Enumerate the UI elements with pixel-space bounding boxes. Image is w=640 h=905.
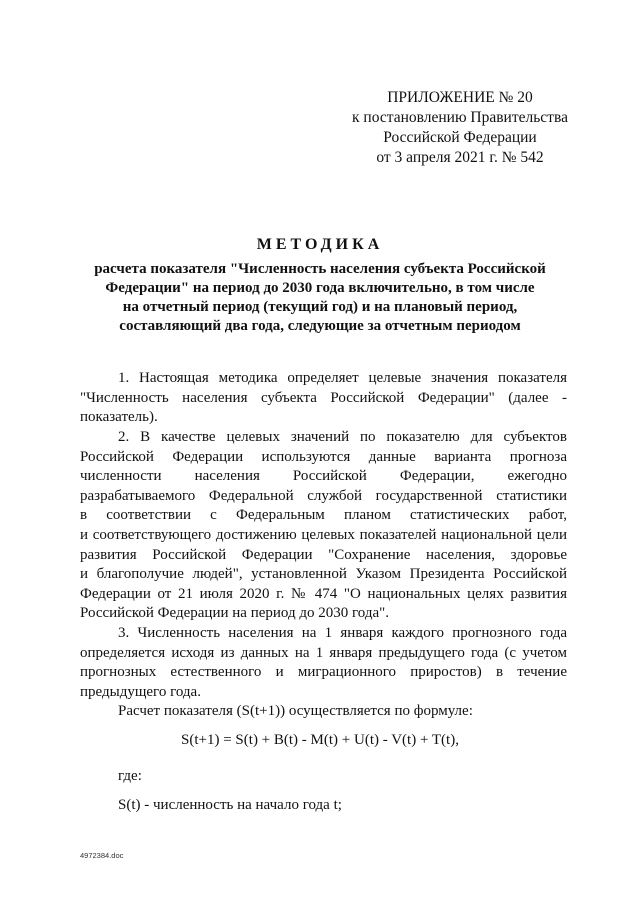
appendix-number: ПРИЛОЖЕНИЕ № 20	[387, 89, 533, 106]
document-subtitle	[80, 260, 560, 336]
paragraph-line: 3. Численность населения на 1 января каждого прогнозного года	[118, 625, 567, 641]
paragraph-3	[80, 624, 567, 702]
appendix-date: от 3 апреля 2021 г. № 542	[376, 149, 544, 166]
paragraph-line: прогнозных естественного и миграционного приростов) в течение	[80, 664, 567, 681]
subtitle-line: Федерации" на период до 2030 года включительно, в том числе	[105, 280, 535, 296]
paragraph-line: 1. Настоящая методика определяет целевые значения показателя	[118, 370, 567, 386]
formula: S(t+1) = S(t) + B(t) - M(t) + U(t) - V(t) + T(t),	[181, 732, 459, 748]
paragraph-line: и соответствующего достижению целевых показателей национальной цели	[80, 526, 567, 543]
paragraph-line: 2. В качестве целевых значений по показателю для субъектов	[118, 429, 567, 445]
paragraph-line: разрабатываемого Федеральной службой государственной статистики	[80, 487, 567, 504]
definition-st: S(t) - численность на начало года t;	[118, 797, 342, 813]
paragraph-line: Федерации от 21 июля 2020 г. № 474 "О национальных целях развития	[80, 585, 567, 602]
where-label: где:	[118, 768, 142, 784]
paragraph-2	[80, 428, 567, 624]
document-title: МЕТОДИКА	[256, 236, 384, 253]
subtitle-line: на отчетный период (текущий год) и на плановый период,	[122, 299, 518, 315]
paragraph-line: и благополучие людей", установленной Указом Президента Российской	[80, 566, 567, 583]
appendix-decree: к постановлению Правительства	[352, 109, 568, 126]
paragraph-line: в соответствии с Федеральным планом статистических работ,	[80, 507, 567, 524]
paragraph-line: показатель).	[80, 409, 158, 426]
paragraph-line: Расчет показателя (S(t+1)) осуществляется по формуле:	[118, 703, 473, 719]
paragraph-line: численности населения Российской Федерации, ежегодно	[80, 468, 567, 485]
paragraph-4	[80, 702, 567, 722]
appendix-header	[345, 88, 575, 168]
paragraph-line: "Численность населения субъекта Российской Федерации" (далее -	[80, 389, 567, 406]
paragraph-line: Российской Федерации на период до 2030 года".	[80, 605, 390, 622]
paragraph-line: предыдущего года.	[80, 683, 201, 700]
subtitle-line: составляющий два года, следующие за отчетным периодом	[119, 318, 521, 334]
appendix-government: Российской Федерации	[383, 129, 537, 146]
document-number: 4972384.doc	[80, 851, 124, 860]
subtitle-line: расчета показателя "Численность населения субъекта Российской	[94, 261, 546, 277]
paragraph-line: определяется исходя из данных на 1 января предыдущего года (с учетом	[80, 644, 567, 661]
paragraph-1	[80, 369, 567, 428]
paragraph-line: развития Российской Федерации "Сохранение населения, здоровье	[80, 546, 567, 563]
paragraph-line: Российской Федерации используются данные варианта прогноза	[80, 448, 567, 465]
